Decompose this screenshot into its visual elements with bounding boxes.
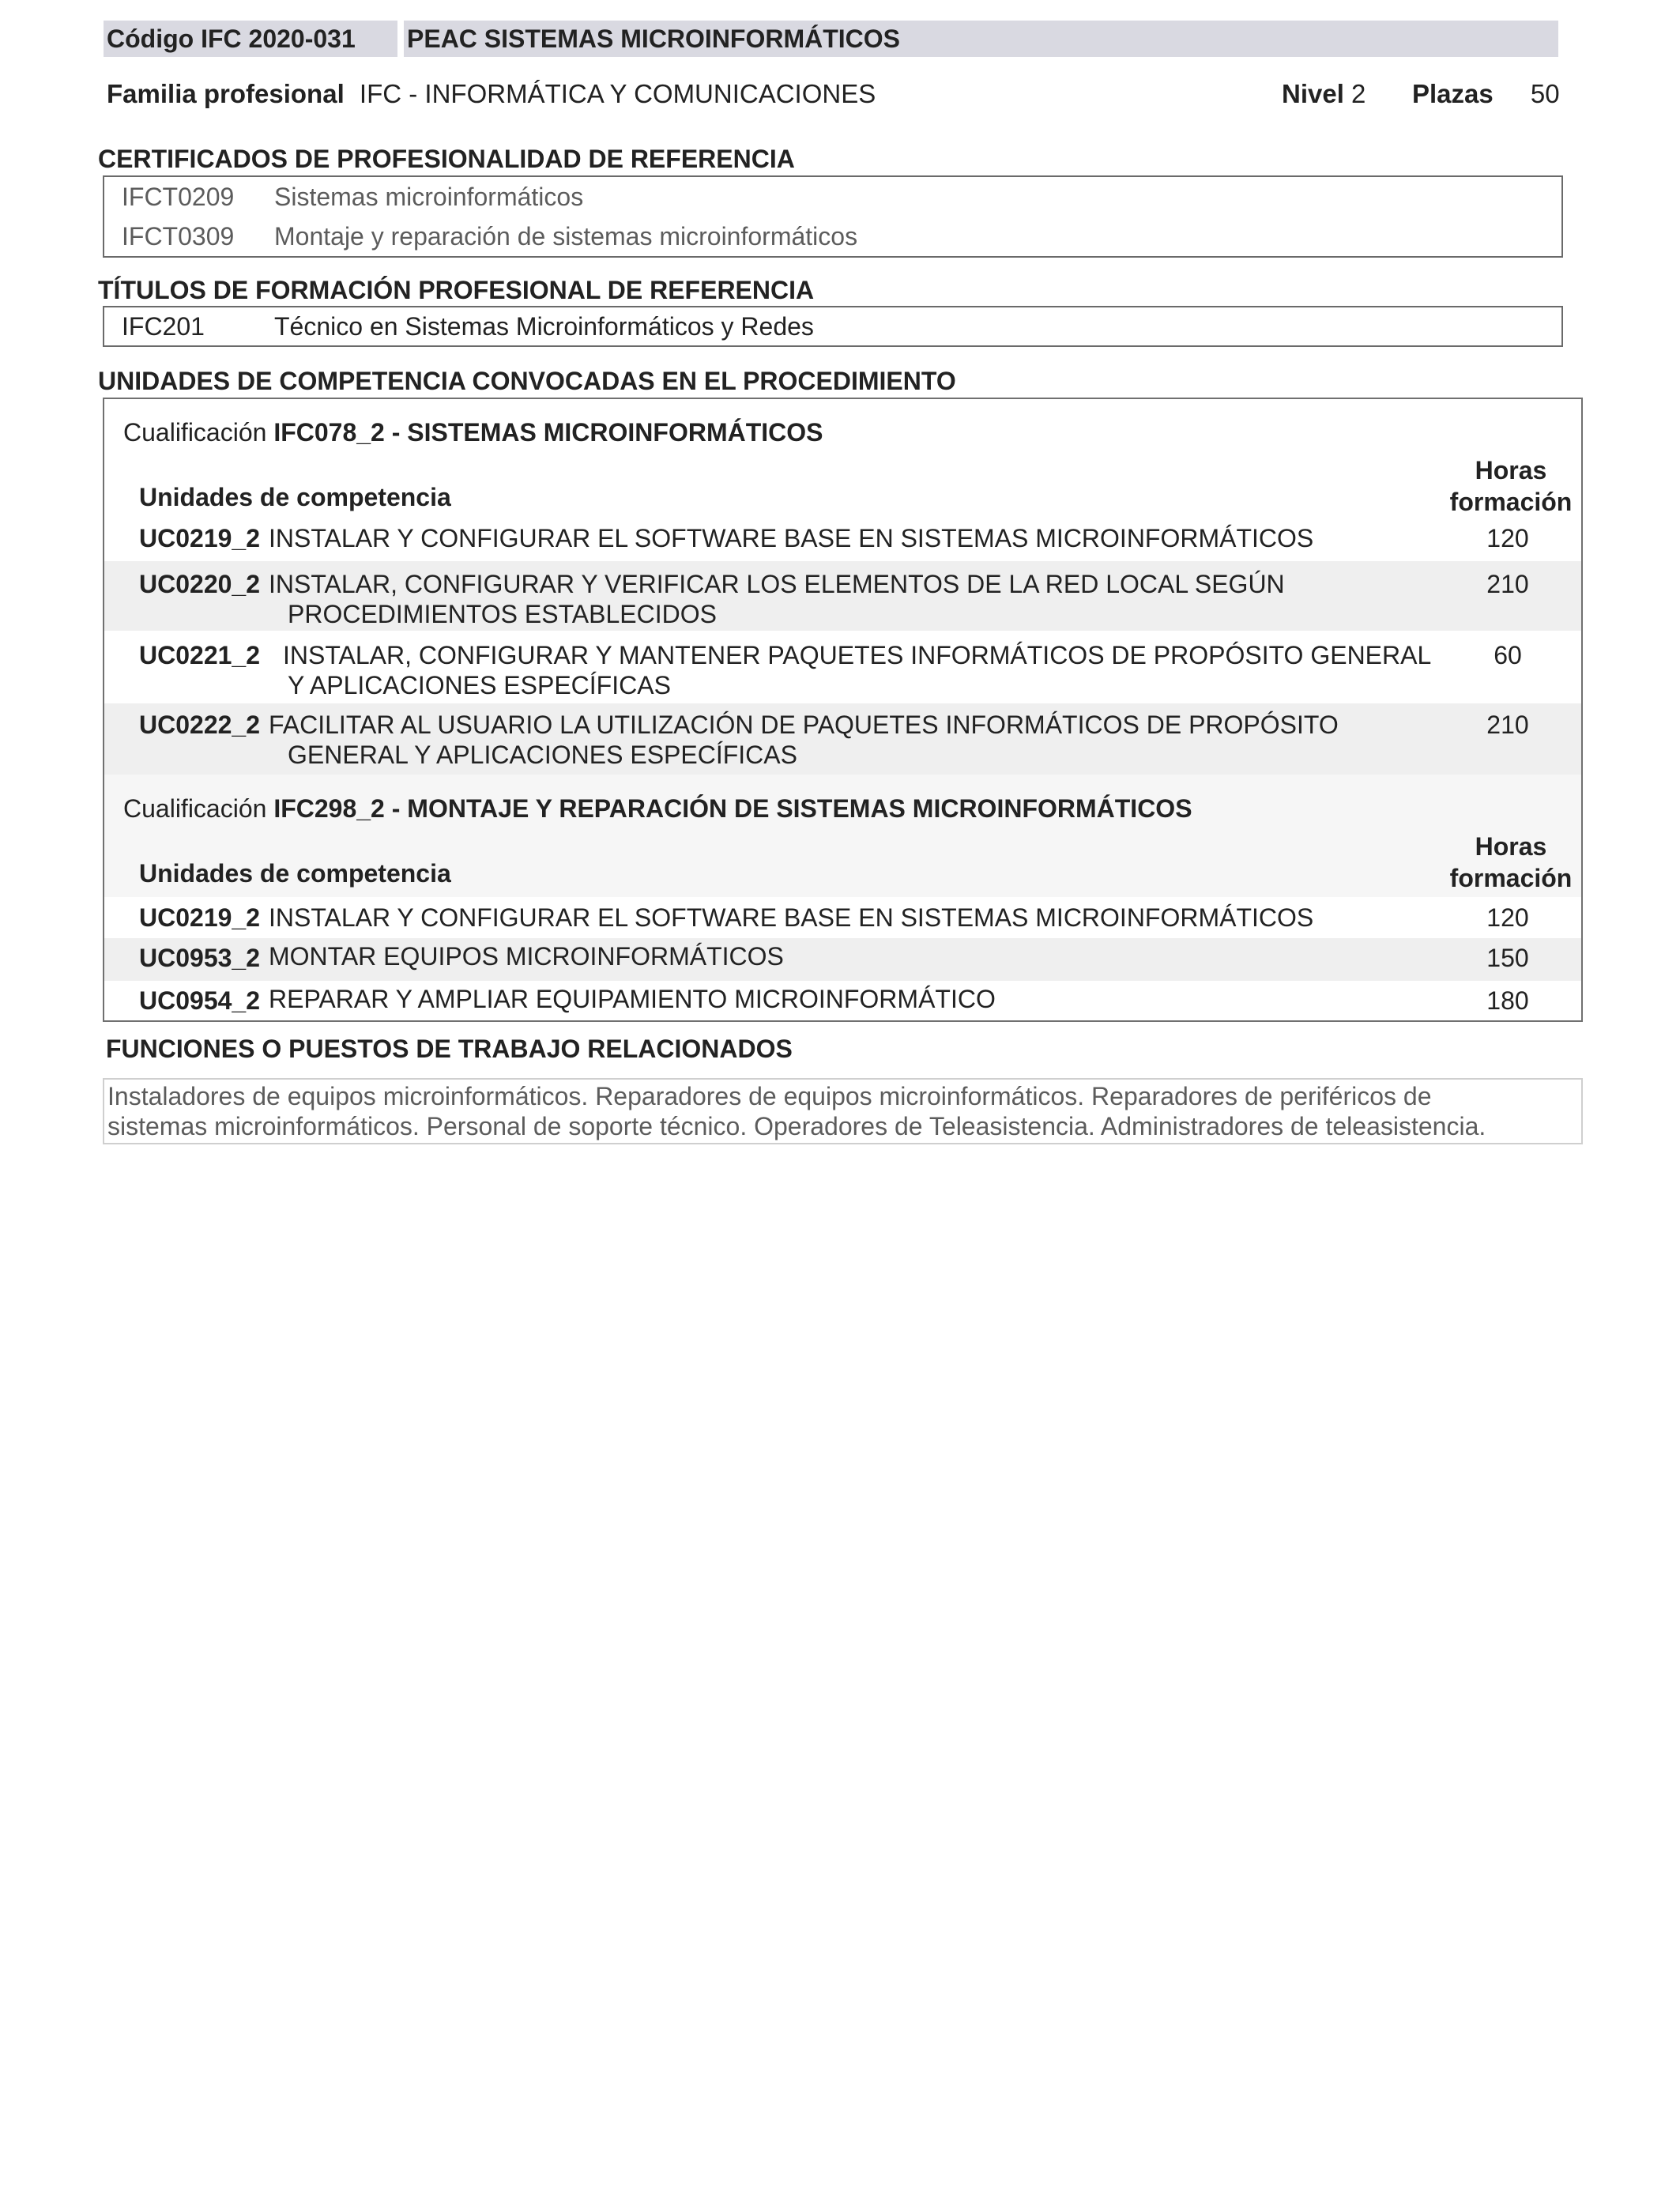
qualification-title [123, 791, 1192, 826]
col-header-hours [1440, 454, 1582, 518]
qualification-name: IFC078_2 - SISTEMAS MICROINFORMÁTICOS [273, 418, 823, 447]
uc-code: UC0222_2 [139, 711, 260, 739]
titulo-code: IFC201 [122, 312, 205, 341]
qualification-title [123, 415, 823, 450]
table-row [104, 632, 1581, 702]
nivel-value: 2 [1351, 79, 1366, 108]
uc-code: UC0219_2 [139, 524, 260, 552]
funciones-title: FUNCIONES O PUESTOS DE TRABAJO RELACIONADOS [106, 1035, 793, 1063]
qualification-label: Cualificación [123, 418, 267, 447]
cert-desc: Montaje y reparación de sistemas microinformáticos [274, 222, 858, 251]
uc-code: UC0220_2 [139, 570, 260, 598]
uc-hours: 60 [1494, 641, 1522, 669]
table-row [104, 938, 1581, 981]
familia-profesional [107, 76, 876, 112]
uc-desc [269, 941, 1478, 971]
table-row [104, 703, 1581, 775]
uc-desc-line2: Y APLICACIONES ESPECÍFICAS [288, 671, 671, 699]
cert-desc: Sistemas microinformáticos [274, 183, 584, 211]
hours-header-line2: formación [1449, 488, 1573, 516]
cert-code: IFCT0309 [122, 222, 235, 251]
uc-hours: 120 [1486, 524, 1529, 552]
uc-code: UC0954_2 [139, 986, 260, 1015]
uc-desc-line1: INSTALAR, CONFIGURAR Y VERIFICAR LOS ELEMENTOS DE LA RED LOCAL SEGÚN [269, 570, 1285, 598]
uc-desc [269, 523, 1478, 553]
col-header-units: Unidades de competencia [139, 483, 451, 511]
table-row [104, 981, 1581, 1020]
uc-desc-line1: INSTALAR Y CONFIGURAR EL SOFTWARE BASE EN SISTEMAS MICROINFORMÁTICOS [269, 524, 1314, 552]
titulo-desc: Técnico en Sistemas Microinformáticos y Redes [274, 312, 814, 341]
uc-code: UC0221_2 [139, 641, 260, 669]
funciones-box [103, 1078, 1583, 1144]
qualification-name: IFC298_2 - MONTAJE Y REPARACIÓN DE SISTEMAS MICROINFORMÁTICOS [273, 794, 1192, 823]
uc-hours: 210 [1486, 711, 1529, 739]
unidades-title: UNIDADES DE COMPETENCIA CONVOCADAS EN EL PROCEDIMIENTO [98, 367, 956, 395]
certificados-table [103, 175, 1563, 258]
codigo-label: Código IFC 2020-031 [107, 25, 356, 53]
uc-desc-line1: INSTALAR, CONFIGURAR Y MANTENER PAQUETES INFORMÁTICOS DE PROPÓSITO GENERAL [283, 641, 1432, 669]
familia-label: Familia profesional [107, 79, 345, 108]
uc-desc [269, 710, 1478, 770]
plazas-label: Plazas [1412, 79, 1494, 108]
table-row [104, 517, 1581, 560]
familia-value: IFC - INFORMÁTICA Y COMUNICACIONES [359, 79, 876, 108]
nivel-label: Nivel [1282, 79, 1344, 108]
unidades-table [103, 398, 1583, 1022]
uc-hours: 150 [1486, 944, 1529, 972]
uc-desc-line1: MONTAR EQUIPOS MICROINFORMÁTICOS [269, 942, 784, 971]
program-title: PEAC SISTEMAS MICROINFORMÁTICOS [407, 25, 901, 53]
titulos-table [103, 306, 1563, 347]
funciones-line2: sistemas microinformáticos. Personal de soporte técnico. Operadores de Teleasistencia. Administradores de teleasistencia. [107, 1112, 1486, 1140]
uc-desc-line1: INSTALAR Y CONFIGURAR EL SOFTWARE BASE EN SISTEMAS MICROINFORMÁTICOS [269, 903, 1314, 932]
uc-desc-line2: PROCEDIMIENTOS ESTABLECIDOS [288, 600, 717, 628]
uc-hours: 210 [1486, 570, 1529, 598]
uc-desc [269, 569, 1478, 629]
certificados-title: CERTIFICADOS DE PROFESIONALIDAD DE REFERENCIA [98, 145, 795, 173]
uc-desc-line1: REPARAR Y AMPLIAR EQUIPAMIENTO MICROINFORMÁTICO [269, 985, 996, 1013]
col-header-units: Unidades de competencia [139, 859, 451, 888]
uc-hours: 120 [1486, 903, 1529, 932]
funciones-line1: Instaladores de equipos microinformáticos. Reparadores de equipos microinformáticos. Reparadores de periféricos de [107, 1082, 1432, 1110]
table-row [104, 561, 1581, 631]
hours-header-line1: Horas [1475, 832, 1547, 861]
uc-hours: 180 [1486, 986, 1529, 1015]
qualification-label: Cualificación [123, 794, 267, 823]
plazas [1412, 76, 1560, 112]
uc-desc-line2: GENERAL Y APLICACIONES ESPECÍFICAS [288, 741, 797, 769]
plazas-value: 50 [1530, 79, 1560, 108]
col-header-hours [1440, 831, 1582, 894]
uc-code: UC0953_2 [139, 944, 260, 972]
uc-desc-line1: FACILITAR AL USUARIO LA UTILIZACIÓN DE PAQUETES INFORMÁTICOS DE PROPÓSITO [269, 711, 1339, 739]
uc-desc [269, 903, 1478, 933]
uc-code: UC0219_2 [139, 903, 260, 932]
cert-code: IFCT0209 [122, 183, 235, 211]
uc-desc [283, 640, 1492, 700]
uc-desc [269, 984, 1478, 1014]
table-row [104, 897, 1581, 938]
titulos-title: TÍTULOS DE FORMACIÓN PROFESIONAL DE REFERENCIA [98, 276, 815, 304]
nivel [1282, 76, 1365, 112]
hours-header-line2: formación [1449, 864, 1573, 892]
hours-header-line1: Horas [1475, 456, 1547, 484]
